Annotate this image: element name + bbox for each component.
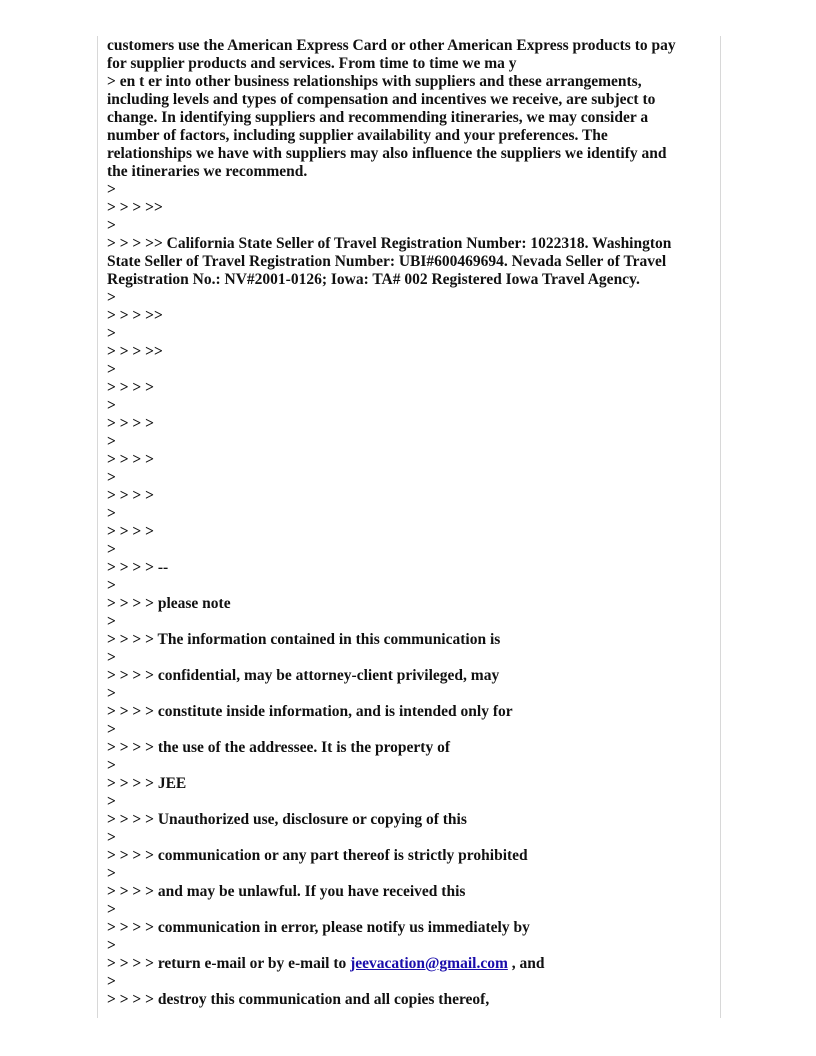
quote-marker: > > > >>: [107, 199, 163, 216]
quote-marker: >: [107, 829, 116, 846]
email-link[interactable]: jeevacation@gmail.com: [350, 955, 508, 972]
quote-marker: > > > >: [107, 523, 154, 540]
quote-marker: >: [107, 757, 116, 774]
text-line: State Seller of Travel Registration Number: UBI#600469694. Nevada Seller of Travel: [107, 253, 667, 270]
disclaimer-line: > > > > communication or any part thereof is strictly prohibited: [107, 847, 528, 864]
quote-marker: >: [107, 973, 116, 990]
text-line: customers use the American Express Card or other American Express products to pay: [107, 37, 676, 54]
text-line: > > > >> California State Seller of Travel Registration Number: 1022318. Washington: [107, 235, 672, 252]
quote-marker: >: [107, 793, 116, 810]
text-line: > en t er into other business relationships with suppliers and these arrangements,: [107, 73, 642, 90]
paragraph-supplier-relationships: [107, 37, 707, 181]
quote-marker: >: [107, 289, 116, 306]
text-line: for supplier products and services. From time to time we ma y: [107, 55, 517, 72]
quote-marker: >: [107, 901, 116, 918]
quote-marker: >: [107, 433, 116, 450]
quote-marker: >: [107, 577, 116, 594]
quote-marker: > > > >: [107, 379, 154, 396]
disclaimer-line: > > > > The information contained in this communication is: [107, 631, 501, 648]
disclaimer-line: > > > > communication in error, please notify us immediately by: [107, 919, 530, 936]
quote-markers-1: [107, 181, 707, 235]
text-line: the itineraries we recommend.: [107, 163, 308, 180]
text-line: including levels and types of compensation and incentives we receive, are subject to: [107, 91, 656, 108]
disclaimer-line: > > > > confidential, may be attorney-client privileged, may: [107, 667, 500, 684]
disclaimer: [107, 595, 707, 1009]
return-email-line: [107, 955, 707, 973]
quote-marker: > > > >: [107, 451, 154, 468]
text-line: change. In identifying suppliers and recommending itineraries, we may consider a: [107, 109, 649, 126]
quote-marker: >: [107, 397, 116, 414]
quote-marker: >: [107, 685, 116, 702]
quote-marker: > > > >: [107, 487, 154, 504]
quote-marker: >: [107, 469, 116, 486]
quote-markers-2: [107, 289, 707, 595]
disclaimer-line: > > > > please note: [107, 595, 231, 612]
quote-marker: >: [107, 649, 116, 666]
quote-marker: >: [107, 361, 116, 378]
quote-marker: >: [107, 937, 116, 954]
text-line: relationships we have with suppliers may also influence the suppliers we identify and: [107, 145, 667, 162]
quote-marker: > > > >: [107, 415, 154, 432]
disclaimer-line: > > > > Unauthorized use, disclosure or copying of this: [107, 811, 467, 828]
quote-marker: >: [107, 325, 116, 342]
return-line-prefix: > > > > return e-mail or by e-mail to: [107, 955, 351, 972]
quote-marker: > > > >>: [107, 343, 163, 360]
quote-marker: >: [107, 181, 116, 198]
quote-marker: >: [107, 613, 116, 630]
quote-marker: >: [107, 217, 116, 234]
disclaimer-line: > > > > and may be unlawful. If you have received this: [107, 883, 466, 900]
text-line: Registration No.: NV#2001-0126; Iowa: TA# 002 Registered Iowa Travel Agency.: [107, 271, 640, 288]
email-body: [107, 37, 707, 1009]
signature-separator: > > > > --: [107, 559, 169, 576]
disclaimer-line: > > > > the use of the addressee. It is the property of: [107, 739, 451, 756]
quote-marker: >: [107, 721, 116, 738]
quote-marker: >: [107, 865, 116, 882]
disclaimer-line: > > > > JEE: [107, 775, 187, 792]
text-line: number of factors, including supplier availability and your preferences. The: [107, 127, 608, 144]
quote-marker: > > > >>: [107, 307, 163, 324]
quote-marker: >: [107, 541, 116, 558]
quote-marker: >: [107, 505, 116, 522]
disclaimer-line: > > > > destroy this communication and all copies thereof,: [107, 991, 490, 1008]
paragraph-registration: [107, 235, 707, 289]
disclaimer-line: > > > > constitute inside information, and is intended only for: [107, 703, 513, 720]
return-line-suffix: , and: [507, 955, 545, 972]
